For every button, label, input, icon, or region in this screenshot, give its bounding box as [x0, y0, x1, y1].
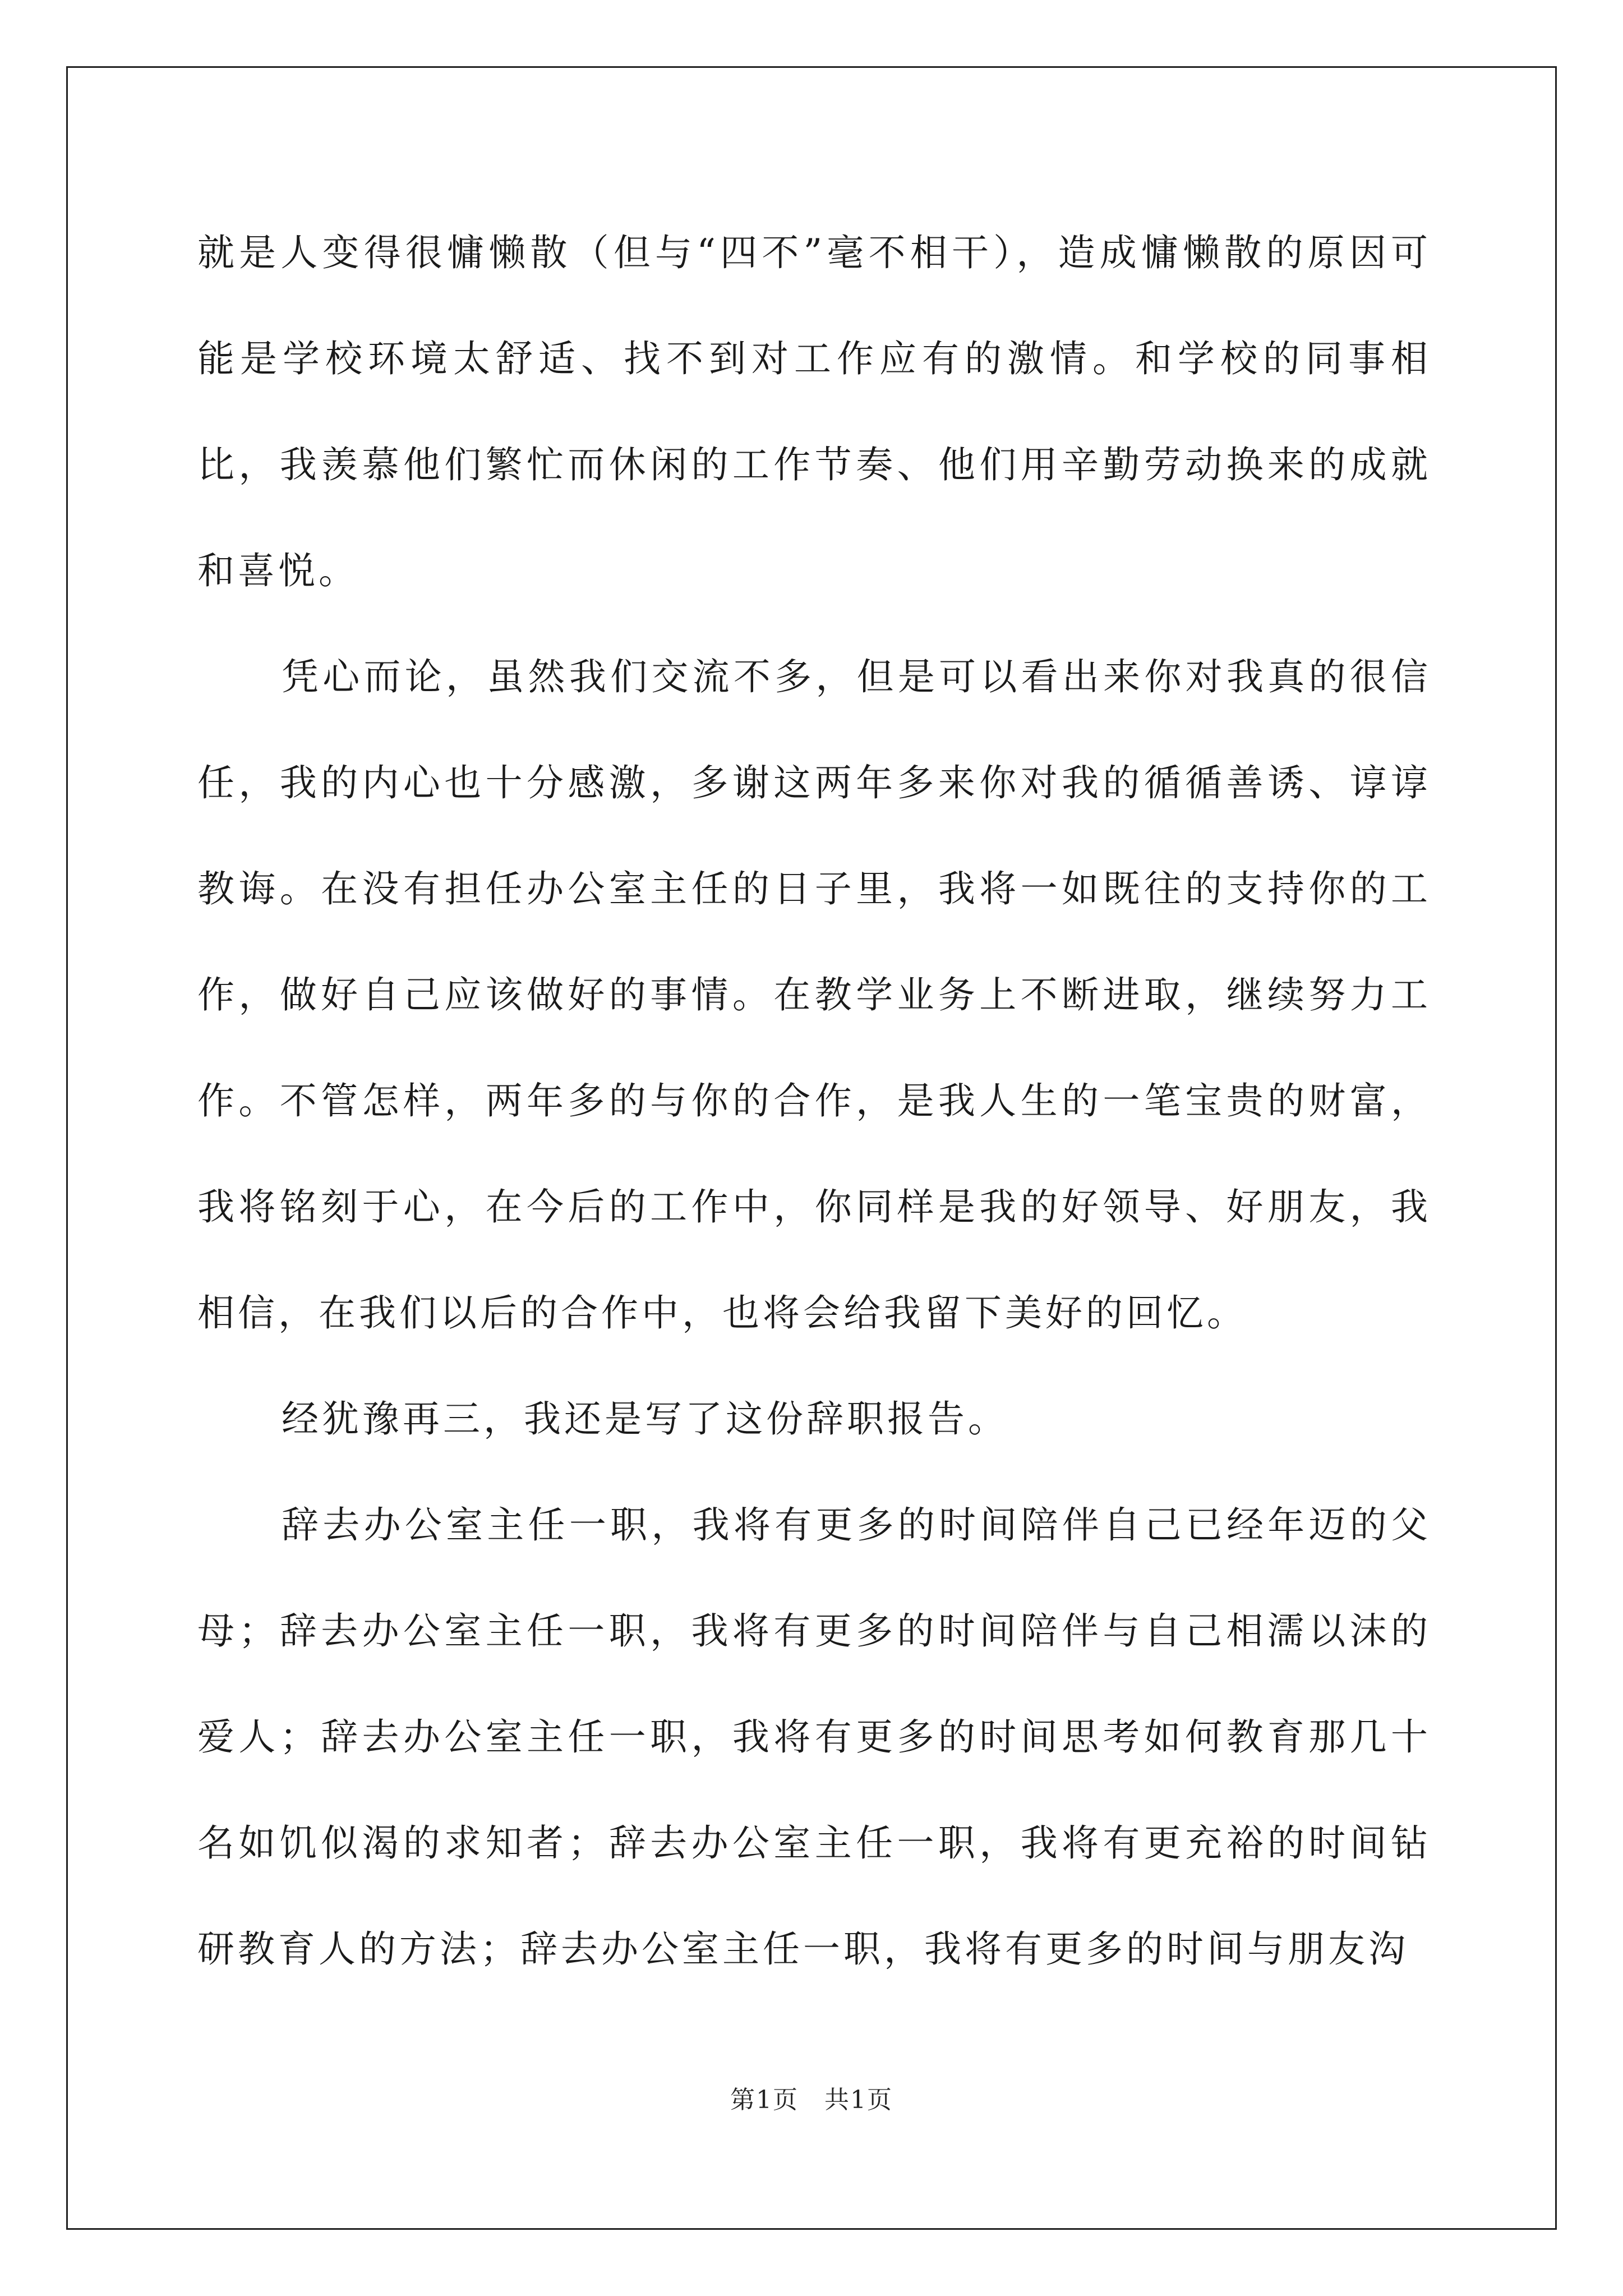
paragraph-continuation: 就是人变得很慵懒散（但与“四不”毫不相干），造成慵懒散的原因可能是学校环境太舒适、找不到对工作应有的激情。和学校的同事相比，我羡慕他们繁忙而休闲的工作节奏、他们用辛勤劳动换来的成就和喜悦。	[197, 231, 1431, 592]
paragraph-gratitude: 凭心而论，虽然我们交流不多，但是可以看出来你对我真的很信任，我的内心也十分感激，多谢这两年多来你对我的循循善诱、谆谆教诲。在没有担任办公室主任的日子里，我将一如既往的支持你的工作，做好自己应该做好的事情。在教学业务上不断进取，继续努力工作。不管怎样，两年多的与你的合作，是我人生的一笔宝贵的财富，我将铭刻于心，在今后的工作中，你同样是我的好领导、好朋友，我相信，在我们以后的合作中，也将会给我留下美好的回忆。	[197, 655, 1431, 1335]
document-body	[197, 200, 1431, 2002]
page-number-footer: 第1页 共1页	[730, 2086, 893, 2114]
paragraph-reasons: 辞去办公室主任一职，我将有更多的时间陪伴自己已经年迈的父母；辞去办公室主任一职，我将有更多的时间陪伴与自己相濡以沫的爱人；辞去办公室主任一职，我将有更多的时间思考如何教育那几十名如饥似渴的求知者；辞去办公室主任一职，我将有更充裕的时间钻研教育人的方法；辞去办公室主任一职，我将有更多的时间与朋友沟	[197, 1503, 1431, 1971]
paragraph-decision: 经犹豫再三，我还是写了这份辞职报告。	[282, 1397, 1008, 1441]
